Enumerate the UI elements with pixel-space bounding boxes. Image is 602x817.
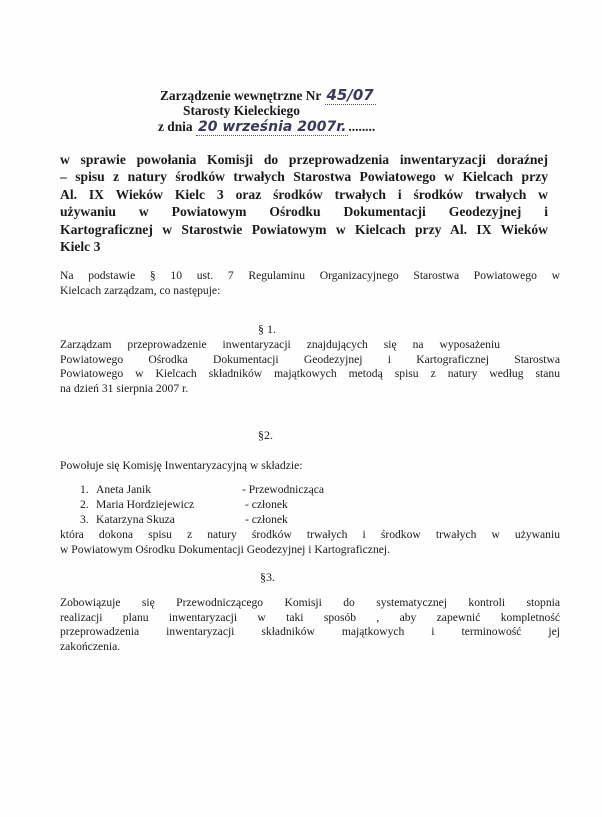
section-3-line: zakończenia. (60, 640, 121, 654)
member-name: Katarzyna Skuza (96, 513, 175, 526)
section-1-line: Powiatowego Ośrodka Dokumentacji Geodezyjnej i Kartograficznej Starostwa (60, 352, 560, 366)
subject-line: w sprawie powołania Komisji do przeprowadzenia inwentaryzacji doraźnej (60, 152, 548, 167)
issuer-line: Starosty Kieleckiego (183, 103, 300, 118)
member-number: 2. (80, 498, 89, 511)
legal-basis-line: Kielcach zarządzam, co następuje: (60, 283, 221, 297)
subject-line: – spisu z natury środków trwałych Starostwa Powiatowego w Kielcach przy (60, 169, 548, 185)
subject-line: używaniu w Powiatowym Ośrodku Dokumentacji Geodezyjnej i (60, 204, 548, 220)
order-title: Zarządzenie wewnętrzne Nr (160, 88, 322, 103)
date-prefix: z dnia (158, 119, 193, 134)
section-3-line: przeprowadzenia inwentaryzacji składników majątkowych i terminowość jej (60, 625, 560, 639)
section-1-line: na dzień 31 sierpnia 2007 r. (60, 382, 189, 396)
member-name: Maria Hordziejewicz (96, 498, 195, 511)
section-3-body (60, 596, 560, 655)
order-number-handwritten: 45/07 (326, 86, 374, 104)
legal-basis (60, 269, 560, 298)
section-2-closing-line: która dokona spisu z natury środków trwałych i środkow trwałych w używaniu (60, 528, 560, 541)
section-2-closing-line: w Powiatowym Ośrodku Dokumentacji Geodezyjnej i Kartograficznej. (60, 542, 391, 556)
date-dots: ........ (348, 119, 376, 134)
committee-intro: Powołuje się Komisję Inwentaryzacyjną w składzie: (60, 459, 303, 472)
subject-line: Kartograficznej w Starostwie Powiatowym w Kielcach przy Al. IX Wieków (60, 221, 548, 237)
member-role: - członek (245, 498, 288, 511)
section-1-line: Powiatowego w Kielcach składników majątkowych metodą spisu z natury według stanu (60, 367, 560, 381)
date-line (158, 119, 375, 135)
section-1-body (60, 338, 560, 397)
legal-basis-line: Na podstawie § 10 ust. 7 Regulaminu Organizacyjnego Starostwa Powiatowego w (60, 269, 560, 282)
subject-line: Kielc 3 (60, 239, 101, 255)
section-1-heading: § 1. (258, 322, 276, 336)
section-2-closing (60, 528, 560, 557)
member-role: - Przewodnicząca (242, 483, 325, 496)
section-3-line: realizacji planu inwentaryzacji w taki sposób , aby zapewnić kompletność (60, 610, 560, 624)
subject-line: Al. IX Wieków Kielc 3 oraz środków trwałych i środków trwałych w (60, 186, 548, 202)
section-3-line: Zobowiązuje się Przewodniczącego Komisji do systematycznej kontroli stopnia (60, 596, 560, 609)
section-2-intro (60, 459, 560, 474)
member-name: Aneta Janik (96, 483, 152, 496)
member-role: - członek (245, 513, 288, 526)
date-handwritten: 20 września 2007r. (197, 119, 347, 135)
section-3-heading: §3. (260, 570, 275, 584)
member-number: 3. (80, 513, 89, 526)
order-number-line (160, 86, 376, 104)
section-2-heading: §2. (258, 428, 273, 442)
section-1-line: Zarządzam przeprowadzenie inwentaryzacji znajdujących się na wyposażeniu (60, 338, 500, 351)
order-subject (60, 151, 548, 255)
member-number: 1. (80, 483, 89, 496)
